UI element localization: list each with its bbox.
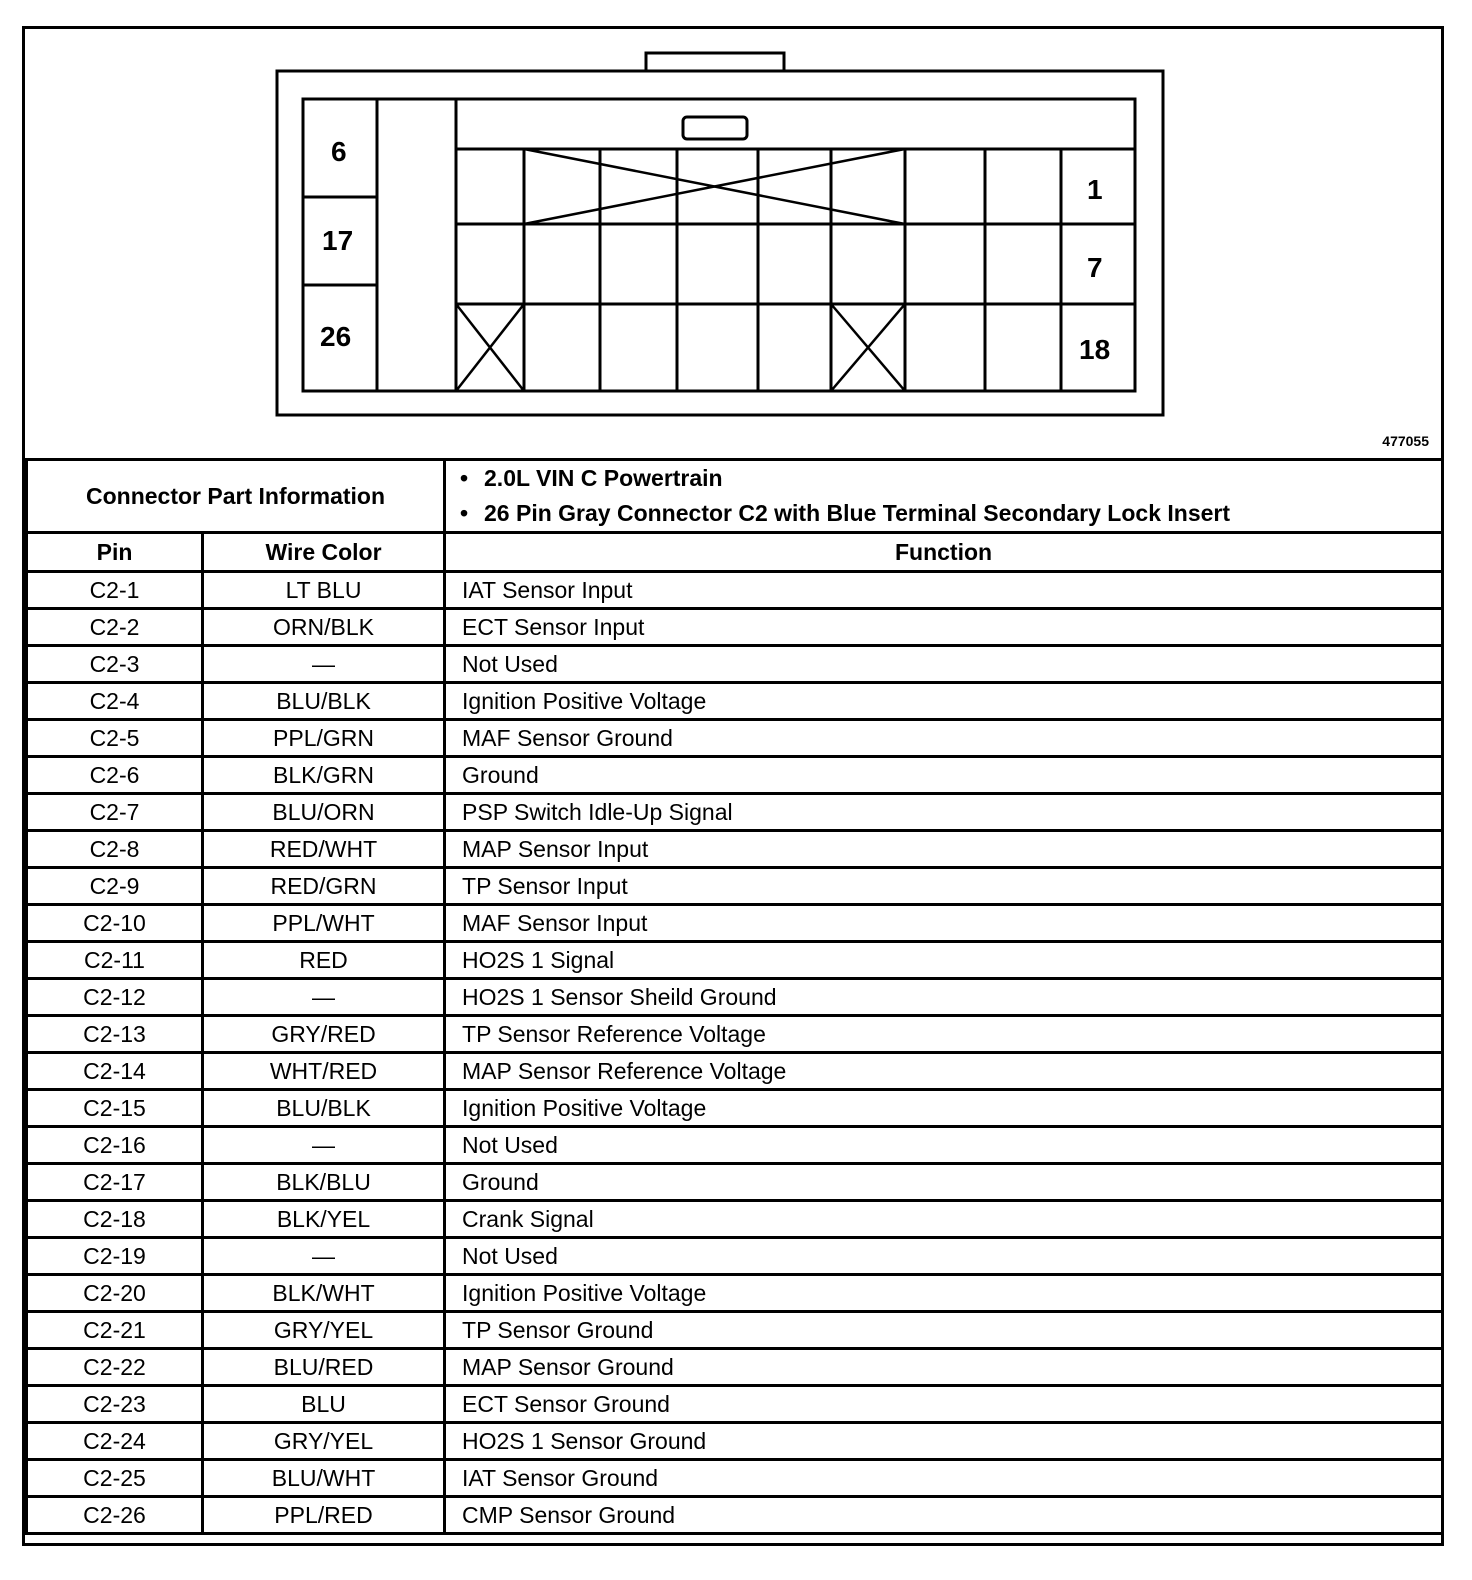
wire-color-cell: RED/WHT	[203, 831, 445, 868]
pin-cell: C2-24	[27, 1423, 203, 1460]
pin-cell: C2-16	[27, 1127, 203, 1164]
pin-cell: C2-4	[27, 683, 203, 720]
figure-number: 477055	[1382, 433, 1429, 449]
wire-color-cell: WHT/RED	[203, 1053, 445, 1090]
table-row	[27, 1127, 1443, 1164]
function-cell: TP Sensor Input	[445, 868, 1443, 905]
pin-cell: C2-19	[27, 1238, 203, 1275]
pin-label-26: 26	[320, 321, 352, 352]
pin-cell: C2-2	[27, 609, 203, 646]
pin-label-18: 18	[1079, 334, 1111, 365]
wire-color-cell: BLU/BLK	[203, 1090, 445, 1127]
pin-cell: C2-18	[27, 1201, 203, 1238]
table-row	[27, 1090, 1443, 1127]
pin-cell: C2-17	[27, 1164, 203, 1201]
pin-cell: C2-14	[27, 1053, 203, 1090]
table-row	[27, 683, 1443, 720]
pin-cell: C2-5	[27, 720, 203, 757]
wire-color-cell: BLK/YEL	[203, 1201, 445, 1238]
pin-label-17: 17	[322, 225, 354, 256]
pin-cell: C2-22	[27, 1349, 203, 1386]
function-cell: ECT Sensor Ground	[445, 1386, 1443, 1423]
table-row	[27, 1349, 1443, 1386]
table-row	[27, 572, 1443, 609]
wire-color-cell: RED/GRN	[203, 868, 445, 905]
function-cell: HO2S 1 Sensor Sheild Ground	[445, 979, 1443, 1016]
wire-color-cell: BLU/ORN	[203, 794, 445, 831]
table-row	[27, 831, 1443, 868]
wire-color-cell: BLK/GRN	[203, 757, 445, 794]
pin-cell: C2-11	[27, 942, 203, 979]
wire-color-cell: GRY/YEL	[203, 1423, 445, 1460]
wire-color-cell: BLU/RED	[203, 1349, 445, 1386]
pin-cell: C2-8	[27, 831, 203, 868]
pin-cell: C2-1	[27, 572, 203, 609]
key-slot	[683, 117, 747, 139]
function-cell: MAP Sensor Ground	[445, 1349, 1443, 1386]
table-row	[27, 1497, 1443, 1534]
function-cell: HO2S 1 Signal	[445, 942, 1443, 979]
wire-color-cell: —	[203, 1238, 445, 1275]
wire-color-cell: GRY/YEL	[203, 1312, 445, 1349]
column-header-pin: Pin	[27, 533, 203, 572]
pin-cell: C2-21	[27, 1312, 203, 1349]
pin-label-6: 6	[331, 136, 347, 167]
function-cell: MAF Sensor Ground	[445, 720, 1443, 757]
table-row	[27, 1460, 1443, 1497]
function-cell: Ignition Positive Voltage	[445, 1275, 1443, 1312]
function-cell: Crank Signal	[445, 1201, 1443, 1238]
function-cell: CMP Sensor Ground	[445, 1497, 1443, 1534]
function-cell: HO2S 1 Sensor Ground	[445, 1423, 1443, 1460]
wire-color-cell: —	[203, 646, 445, 683]
connector-diagram	[25, 29, 1441, 459]
column-header-wire-color: Wire Color	[203, 533, 445, 572]
pin-cell: C2-23	[27, 1386, 203, 1423]
function-cell: ECT Sensor Input	[445, 609, 1443, 646]
wire-color-cell: BLK/WHT	[203, 1275, 445, 1312]
table-row	[27, 720, 1443, 757]
function-cell: Not Used	[445, 646, 1443, 683]
wire-color-cell: PPL/RED	[203, 1497, 445, 1534]
table-row	[27, 609, 1443, 646]
table-row	[27, 757, 1443, 794]
function-cell: IAT Sensor Ground	[445, 1460, 1443, 1497]
wire-color-cell: BLU	[203, 1386, 445, 1423]
function-cell: TP Sensor Reference Voltage	[445, 1016, 1443, 1053]
table-row	[27, 1386, 1443, 1423]
function-cell: PSP Switch Idle-Up Signal	[445, 794, 1443, 831]
table-row	[27, 1201, 1443, 1238]
wire-color-cell: —	[203, 979, 445, 1016]
connector-sheet	[22, 26, 1444, 1546]
function-cell: Ground	[445, 1164, 1443, 1201]
column-header-function: Function	[445, 533, 1443, 572]
wire-color-cell: BLK/BLU	[203, 1164, 445, 1201]
wire-color-cell: PPL/WHT	[203, 905, 445, 942]
function-cell: Ignition Positive Voltage	[445, 1090, 1443, 1127]
pin-label-1: 1	[1087, 174, 1103, 205]
pin-cell: C2-26	[27, 1497, 203, 1534]
function-cell: Ground	[445, 757, 1443, 794]
wire-color-cell: PPL/GRN	[203, 720, 445, 757]
function-cell: MAP Sensor Reference Voltage	[445, 1053, 1443, 1090]
pin-cell: C2-12	[27, 979, 203, 1016]
table-row	[27, 905, 1443, 942]
pin-label-7: 7	[1087, 252, 1103, 283]
function-cell: IAT Sensor Input	[445, 572, 1443, 609]
wire-color-cell: BLU/WHT	[203, 1460, 445, 1497]
table-row	[27, 1164, 1443, 1201]
table-row	[27, 646, 1443, 683]
function-cell: MAF Sensor Input	[445, 905, 1443, 942]
wire-color-cell: —	[203, 1127, 445, 1164]
function-cell: TP Sensor Ground	[445, 1312, 1443, 1349]
table-row	[27, 1016, 1443, 1053]
table-row	[27, 1053, 1443, 1090]
function-cell: MAP Sensor Input	[445, 831, 1443, 868]
table-row	[27, 942, 1443, 979]
table-row	[27, 1238, 1443, 1275]
connector-detail-description: • 26 Pin Gray Connector C2 with Blue Terminal Secondary Lock Insert	[460, 496, 1441, 531]
connector-end-view	[25, 29, 1441, 459]
pin-cell: C2-6	[27, 757, 203, 794]
pin-cell: C2-13	[27, 1016, 203, 1053]
pin-cell: C2-3	[27, 646, 203, 683]
pin-cell: C2-20	[27, 1275, 203, 1312]
table-row	[27, 1275, 1443, 1312]
wire-color-cell: GRY/RED	[203, 1016, 445, 1053]
table-row	[27, 794, 1443, 831]
function-cell: Ignition Positive Voltage	[445, 683, 1443, 720]
table-row	[27, 1312, 1443, 1349]
pin-cell: C2-9	[27, 868, 203, 905]
table-row	[27, 868, 1443, 905]
pin-rows	[27, 572, 1443, 1534]
wire-color-cell: RED	[203, 942, 445, 979]
pin-cell: C2-25	[27, 1460, 203, 1497]
table-row	[27, 1423, 1443, 1460]
function-cell: Not Used	[445, 1238, 1443, 1275]
table-row	[27, 979, 1443, 1016]
wire-color-cell: ORN/BLK	[203, 609, 445, 646]
pinout-table	[25, 458, 1444, 1535]
connector-detail-powertrain: • 2.0L VIN C Powertrain	[460, 461, 1441, 496]
wire-color-cell: BLU/BLK	[203, 683, 445, 720]
pin-cell: C2-7	[27, 794, 203, 831]
function-cell: Not Used	[445, 1127, 1443, 1164]
pin-cell: C2-15	[27, 1090, 203, 1127]
wire-color-cell: LT BLU	[203, 572, 445, 609]
pin-cell: C2-10	[27, 905, 203, 942]
connector-info-details	[445, 460, 1443, 533]
connector-info-title: Connector Part Information	[27, 460, 445, 533]
